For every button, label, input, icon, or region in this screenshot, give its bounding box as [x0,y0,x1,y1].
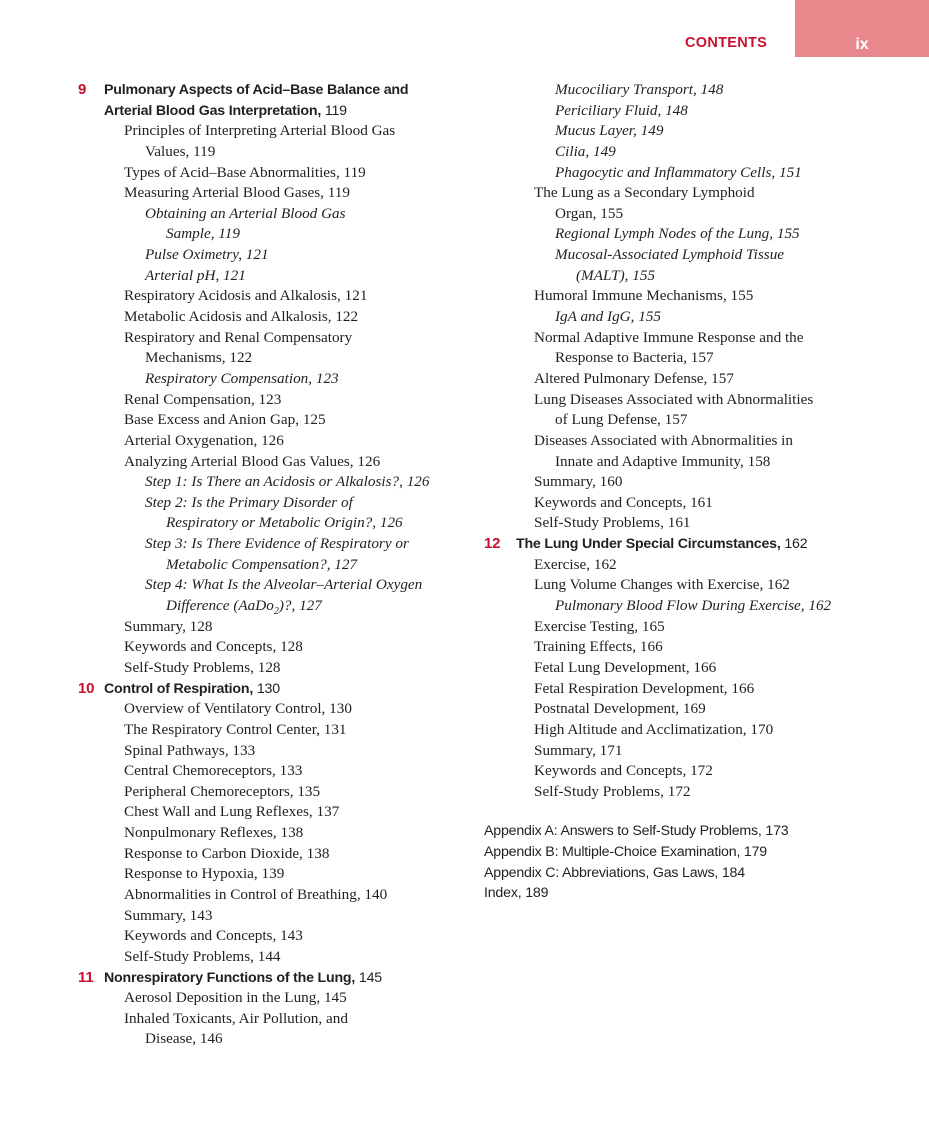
subsection-entry: Sample, 119 [166,225,240,243]
section-entry: Response to Carbon Dioxide, 138 [124,844,330,862]
section-entry: Arterial Oxygenation, 126 [124,431,284,449]
toc-entry [484,555,924,576]
toc-entry [74,575,474,596]
subsection-entry: Obtaining an Arterial Blood Gas [145,204,346,222]
section-entry: Fetal Respiration Development, 166 [534,679,755,697]
section-entry: Humoral Immune Mechanisms, 155 [534,287,754,305]
section-entry: The Lung as a Secondary Lymphoid [534,184,755,202]
toc-entry [484,720,924,741]
toc-entry [74,534,474,555]
chapter-title: The Lung Under Special Circumstances, [516,536,781,553]
toc-entry [74,679,474,700]
toc-entry [484,741,924,762]
toc-entry [484,863,924,884]
section-entry: Overview of Ventilatory Control, 130 [124,700,352,718]
toc-entry [74,1009,474,1030]
subsection-entry: Pulmonary Blood Flow During Exercise, 162 [555,597,832,615]
section-entry: Metabolic Acidosis and Alkalosis, 122 [124,308,359,326]
section-entry: of Lung Defense, 157 [555,411,688,429]
section-entry: Principles of Interpreting Arterial Blood Gas [124,122,396,140]
toc-entry [74,823,474,844]
section-entry: Summary, 160 [534,473,623,491]
section-entry: Chest Wall and Lung Reflexes, 137 [124,803,340,821]
section-entry: Disease, 146 [145,1030,223,1048]
toc-right-column [484,80,924,904]
toc-left-column [74,80,474,1050]
toc-entry [74,163,474,184]
toc-entry [74,390,474,411]
subsection-entry: Regional Lymph Nodes of the Lung, 155 [555,225,800,243]
appendix-entry: Index, 189 [484,885,549,902]
section-entry: Fetal Lung Development, 166 [534,658,717,676]
toc-entry [484,617,924,638]
toc-entry [74,307,474,328]
section-entry: Summary, 128 [124,617,213,635]
subsection-entry: Phagocytic and Inflammatory Cells, 151 [555,163,802,181]
section-entry: Base Excess and Anion Gap, 125 [124,411,326,429]
toc-entry [484,163,924,184]
section-entry: Summary, 171 [534,741,623,759]
section-entry: Types of Acid–Base Abnormalities, 119 [124,163,366,181]
toc-entry [484,637,924,658]
chapter-title: Pulmonary Aspects of Acid–Base Balance and [104,82,409,98]
toc-entry [74,885,474,906]
toc-entry [484,266,924,287]
subsection-entry: (MALT), 155 [576,266,656,284]
section-entry: Renal Compensation, 123 [124,390,282,408]
subsection-entry: IgA and IgG, 155 [555,308,662,326]
subsection-entry: Mucosal-Associated Lymphoid Tissue [555,246,785,264]
subsection-entry: Cilia, 149 [555,142,616,160]
toc-entry [484,431,924,452]
subsection-entry: Difference (AaDo [166,597,274,615]
section-entry: Keywords and Concepts, 172 [534,762,713,780]
section-entry: Abnormalities in Control of Breathing, 140 [124,885,388,903]
section-entry: Response to Bacteria, 157 [555,349,714,367]
toc-entry [74,410,474,431]
toc-entry [74,555,474,576]
section-entry: Lung Diseases Associated with Abnormalities [534,390,814,408]
toc-entry [74,121,474,142]
toc-entry [74,844,474,865]
section-entry: Spinal Pathways, 133 [124,741,256,759]
toc-entry [484,842,924,863]
toc-entry [484,101,924,122]
toc-entry [484,782,924,803]
section-entry: Self-Study Problems, 144 [124,947,281,965]
section-entry: Peripheral Chemoreceptors, 135 [124,782,321,800]
subsection-entry: Step 2: Is the Primary Disorder of [145,493,353,511]
toc-entry [74,493,474,514]
chapter-page: 145 [355,969,382,986]
toc-entry [484,472,924,493]
chapter-title: Arterial Blood Gas Interpretation, [104,102,322,119]
toc-entry [484,883,924,904]
chapter-title: Control of Respiration, [104,680,254,697]
toc-entry [484,369,924,390]
subsection-entry: Respiratory or Metabolic Origin?, 126 [166,514,403,532]
toc-entry [74,637,474,658]
appendix-entry: Appendix B: Multiple-Choice Examination, 179 [484,844,767,861]
subsection-entry: Step 3: Is There Evidence of Respiratory or [145,535,409,553]
toc-entry [74,369,474,390]
section-entry: Self-Study Problems, 172 [534,782,691,800]
toc-entry [74,224,474,245]
toc-entry [74,80,474,101]
section-entry: Summary, 143 [124,906,213,924]
toc-entry [74,699,474,720]
toc-entry [74,266,474,287]
toc-entry [74,431,474,452]
section-entry: Postnatal Development, 169 [534,700,706,718]
toc-entry [484,286,924,307]
toc-entry [74,513,474,534]
toc-entry [74,864,474,885]
toc-entry [484,307,924,328]
toc-entry [74,741,474,762]
toc-entry [484,679,924,700]
toc-entry [74,348,474,369]
section-entry: Diseases Associated with Abnormalities in [534,431,793,449]
toc-entry [484,761,924,782]
toc-entry [484,390,924,411]
subscript: 2 [273,606,279,618]
toc-entry [484,142,924,163]
toc-entry [74,245,474,266]
toc-entry [74,204,474,225]
chapter-number: 9 [78,81,87,98]
toc-entry [484,699,924,720]
section-entry: Aerosol Deposition in the Lung, 145 [124,989,347,1007]
toc-entry [484,183,924,204]
section-entry: Central Chemoreceptors, 133 [124,762,303,780]
toc-entry [74,761,474,782]
toc-entry [484,348,924,369]
section-entry: Innate and Adaptive Immunity, 158 [555,452,771,470]
toc-entry [74,926,474,947]
section-entry: High Altitude and Acclimatization, 170 [534,720,774,738]
subsection-entry: Metabolic Compensation?, 127 [166,555,358,573]
toc-entry [74,596,474,617]
section-entry: Altered Pulmonary Defense, 157 [534,369,734,387]
toc-entry [74,101,474,122]
section-entry: Respiratory and Renal Compensatory [124,328,353,346]
section-entry: Respiratory Acidosis and Alkalosis, 121 [124,287,368,305]
section-entry-tail: )?, 127 [278,597,322,615]
chapter-page: 119 [321,102,347,119]
toc-entry [74,617,474,638]
toc-entry [484,452,924,473]
toc-entry [74,286,474,307]
toc-entry [74,452,474,473]
subsection-entry: Periciliary Fluid, 148 [555,101,688,119]
toc-entry [74,947,474,968]
section-entry: Analyzing Arterial Blood Gas Values, 126 [124,452,381,470]
toc-entry [74,1029,474,1050]
toc-entry [74,782,474,803]
toc-entry [484,513,924,534]
section-entry: Keywords and Concepts, 128 [124,638,303,656]
section-entry: Inhaled Toxicants, Air Pollution, and [124,1009,348,1027]
subsection-entry: Arterial pH, 121 [145,266,246,284]
chapter-title: Nonrespiratory Functions of the Lung, [104,969,356,986]
section-entry: Exercise Testing, 165 [534,617,665,635]
toc-entry [74,183,474,204]
subsection-entry: Step 4: What Is the Alveolar–Arterial Oxygen [145,576,423,594]
appendix-entry: Appendix A: Answers to Self-Study Problems, 173 [484,823,789,840]
section-entry: Lung Volume Changes with Exercise, 162 [534,576,790,594]
toc-entry [74,720,474,741]
toc-entry [74,328,474,349]
toc-entry [484,224,924,245]
section-entry: Measuring Arterial Blood Gases, 119 [124,184,350,202]
appendix-entry: Appendix C: Abbreviations, Gas Laws, 184 [484,864,745,881]
section-entry: Self-Study Problems, 161 [534,514,691,532]
subsection-entry: Mucus Layer, 149 [555,122,664,140]
toc-entry [484,575,924,596]
toc-entry [74,802,474,823]
toc-entry [484,534,924,555]
toc-entry [484,80,924,101]
section-entry: Exercise, 162 [534,555,617,573]
section-entry: Mechanisms, 122 [145,349,253,367]
toc-entry [484,410,924,431]
section-entry: Keywords and Concepts, 161 [534,493,713,511]
section-entry: Response to Hypoxia, 139 [124,865,285,883]
chapter-page: 162 [780,536,808,553]
page-number-tab [795,0,929,57]
toc-entry [74,142,474,163]
chapter-number: 11 [78,968,94,986]
chapter-number: 12 [484,535,501,553]
toc-entry [484,596,924,617]
section-entry: Keywords and Concepts, 143 [124,927,303,945]
spacer [484,802,924,821]
toc-entry [484,821,924,842]
section-entry: Self-Study Problems, 128 [124,658,281,676]
section-entry: Nonpulmonary Reflexes, 138 [124,824,304,842]
toc-entry [74,472,474,493]
subsection-entry: Respiratory Compensation, 123 [145,369,339,387]
section-label: CONTENTS [685,35,768,51]
chapter-number: 10 [78,679,95,697]
subsection-entry: Step 1: Is There an Acidosis or Alkalosis?, 126 [145,473,430,491]
toc-entry [74,988,474,1009]
toc-entry [484,328,924,349]
toc-entry [74,906,474,927]
subsection-entry: Mucociliary Transport, 148 [555,81,724,98]
page-number: ix [855,36,869,53]
toc-entry [484,121,924,142]
toc-entry [484,204,924,225]
subsection-entry: Pulse Oximetry, 121 [145,246,269,264]
section-entry: Values, 119 [145,142,216,160]
toc-entry [484,493,924,514]
toc-entry [74,658,474,679]
toc-entry [484,658,924,679]
toc-entry [484,245,924,266]
section-entry: Organ, 155 [555,204,624,222]
chapter-page: 130 [253,680,280,697]
section-entry: Training Effects, 166 [534,638,663,656]
toc-entry [74,968,474,989]
section-entry: Normal Adaptive Immune Response and the [534,328,804,346]
section-entry: The Respiratory Control Center, 131 [124,720,347,738]
